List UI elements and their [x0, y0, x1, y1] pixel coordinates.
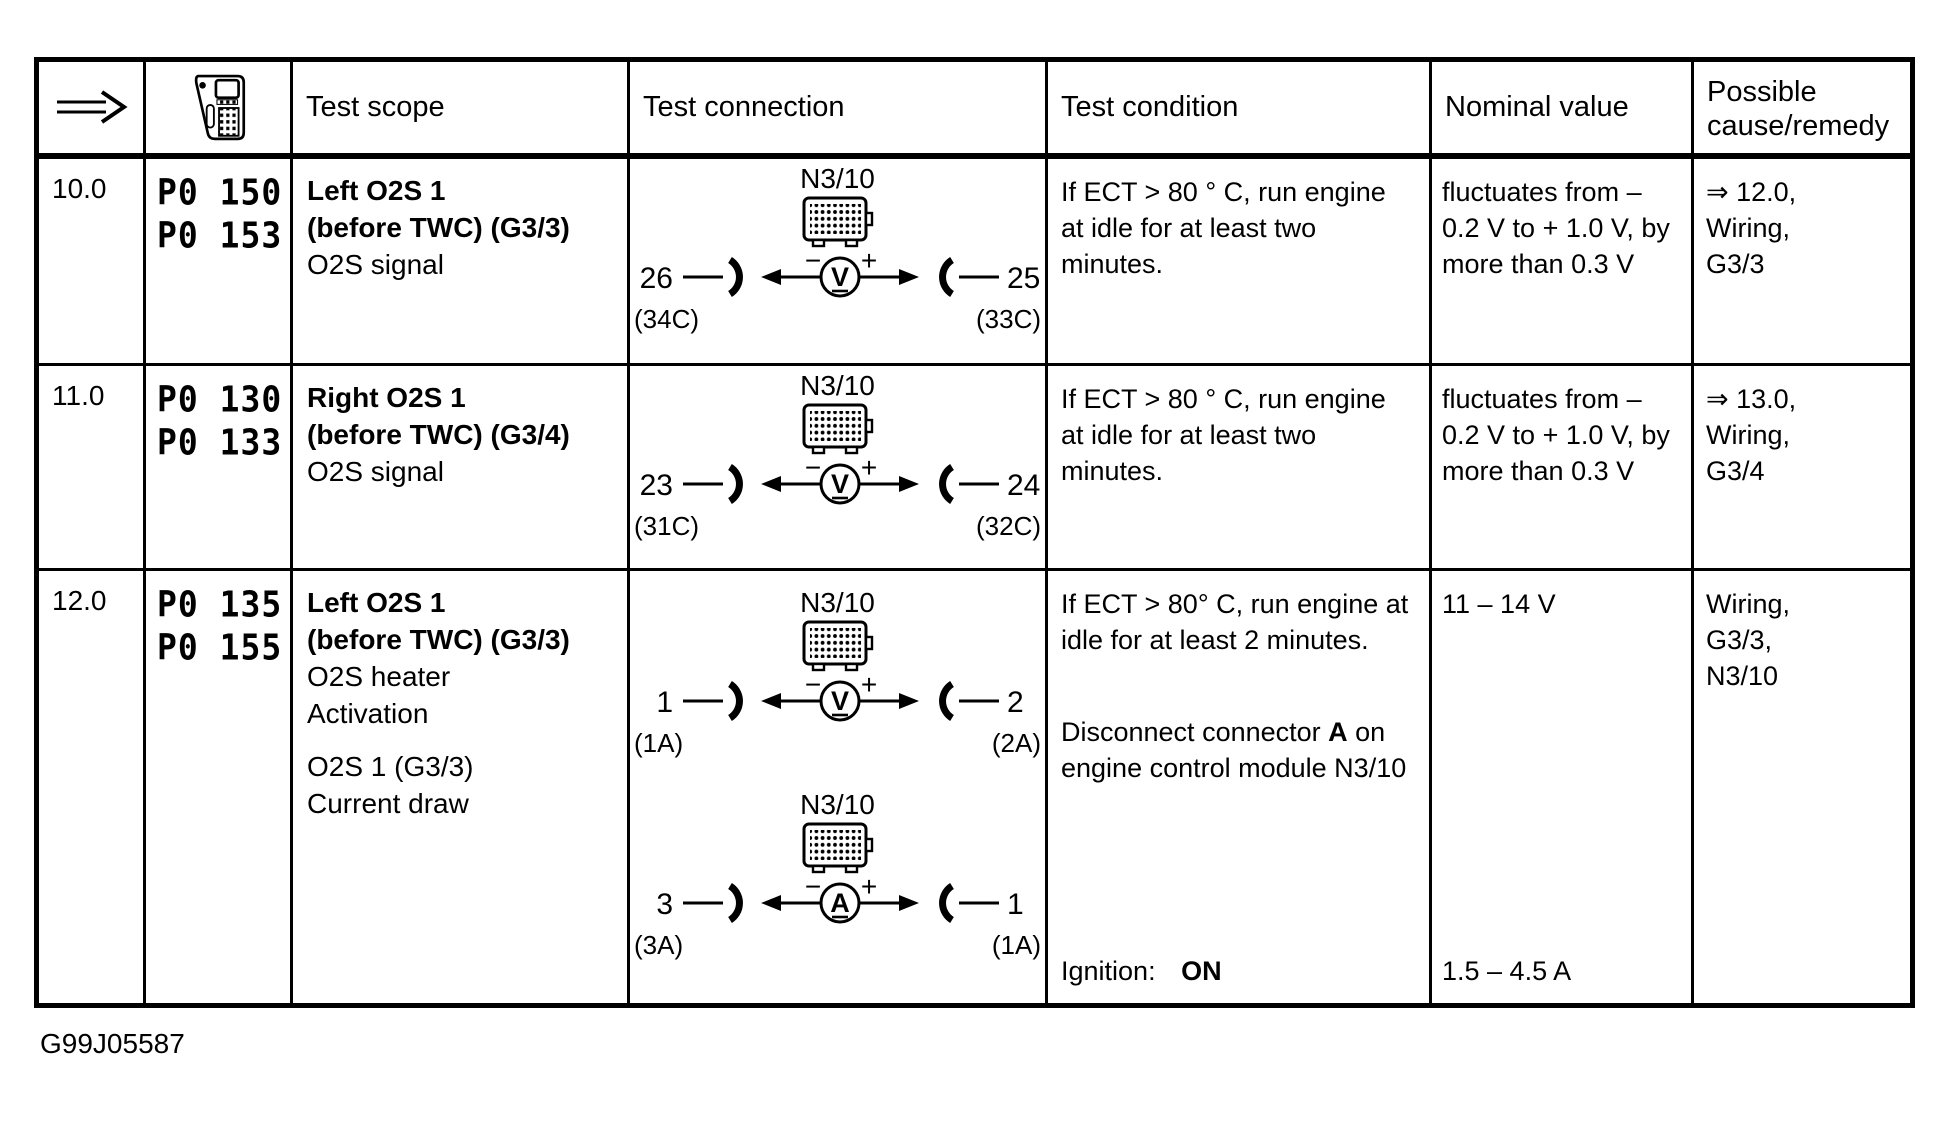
- test-scope-cell: [293, 366, 630, 571]
- header-possible-cause: [1694, 62, 1910, 159]
- step-cell: [39, 571, 146, 1003]
- voltmeter-circuit: [635, 675, 1041, 727]
- meter-letter: V: [830, 262, 849, 292]
- voltmeter-circuit: [635, 251, 1041, 303]
- pin-number-left: 23: [639, 469, 673, 502]
- step-number: 12.0: [52, 585, 107, 616]
- meter-diagram: [630, 366, 1045, 542]
- scope-line: Left O2S 1: [307, 175, 446, 206]
- scope-line: Activation: [307, 698, 429, 729]
- socket-symbol-right: [942, 886, 951, 920]
- plus-sign: +: [860, 458, 877, 483]
- socket-label-right: (1A): [991, 930, 1041, 960]
- minus-sign: −: [804, 458, 821, 483]
- dtc-code: P0 130: [157, 378, 283, 421]
- dtc-code: P0 150: [157, 171, 283, 214]
- test-condition-cell: [1048, 159, 1432, 366]
- remedy-line: G3/3,: [1706, 625, 1773, 655]
- control-module-connector-icon: [801, 821, 875, 875]
- header-dtc-column: [146, 62, 293, 159]
- socket-labels: [630, 727, 1045, 759]
- scope-line: Left O2S 1: [307, 587, 446, 618]
- diagnostic-test-table: [34, 57, 1915, 1008]
- scope-line: O2S 1 (G3/3): [307, 751, 474, 782]
- socket-labels: [630, 929, 1045, 961]
- dtc-cell: [146, 366, 293, 571]
- module-label: N3/10: [800, 370, 875, 401]
- test-connection-cell: [630, 366, 1048, 571]
- socket-labels: [630, 510, 1045, 542]
- pin-number-right: 2: [1006, 686, 1024, 719]
- scope-line: O2S signal: [307, 249, 444, 280]
- scope-line: (before TWC) (G3/4): [307, 419, 570, 450]
- double-arrow-icon: [54, 88, 128, 128]
- test-connection-cell: [630, 159, 1048, 366]
- remedy-line: G3/4: [1706, 456, 1765, 486]
- condition-text: Disconnect connector A on engine control module N3/10: [1061, 717, 1407, 783]
- possible-cause-cell: [1694, 571, 1910, 1003]
- socket-label-left: (3A): [634, 930, 684, 960]
- pin-number-left: 1: [655, 686, 673, 719]
- header-nominal-value: [1432, 62, 1694, 159]
- socket-label-right: (33C): [975, 304, 1041, 334]
- dtc-code: P0 153: [157, 214, 283, 257]
- nominal-value-cell: [1432, 366, 1694, 571]
- scope-line: Right O2S 1: [307, 382, 466, 413]
- meter-letter: A: [829, 888, 850, 918]
- manual-page: [34, 57, 1915, 1008]
- test-connection-cell: [630, 571, 1048, 1003]
- condition-text: If ECT > 80° C, run engine at idle for at least 2 minutes.: [1061, 589, 1409, 655]
- control-module-connector-icon: [801, 619, 875, 673]
- scope-line: O2S signal: [307, 456, 444, 487]
- control-module-connector-icon: [801, 402, 875, 456]
- remedy-line: ⇒ 13.0,: [1706, 384, 1797, 414]
- plus-sign: +: [860, 251, 877, 276]
- header-label: Nominal value: [1445, 91, 1629, 123]
- socket-symbol-left: [730, 467, 739, 501]
- plus-sign: +: [860, 877, 877, 902]
- remedy-line: G3/3: [1706, 249, 1765, 279]
- header-label: Test scope: [306, 91, 445, 123]
- step-number: 10.0: [52, 173, 107, 204]
- condition-text: If ECT > 80 ° C, run engine at idle for at least two minutes.: [1061, 384, 1386, 486]
- pin-number-right: 24: [1006, 469, 1040, 502]
- header-label: Test condition: [1061, 91, 1239, 123]
- step-cell: [39, 159, 146, 366]
- header-test-condition: [1048, 62, 1432, 159]
- pin-number-right: 1: [1006, 888, 1024, 921]
- socket-symbol-left: [730, 886, 739, 920]
- test-scope-cell: [293, 571, 630, 1003]
- header-test-connection: [630, 62, 1048, 159]
- test-condition-cell: [1048, 366, 1432, 571]
- socket-label-left: (31C): [634, 511, 700, 541]
- dtc-cell: [146, 571, 293, 1003]
- diagnostic-tester-icon: [188, 73, 248, 143]
- meter-diagram: [630, 583, 1045, 759]
- header-label: Test connection: [643, 91, 845, 123]
- nominal-text: fluctuates from – 0.2 V to + 1.0 V, by more than 0.3 V: [1442, 177, 1670, 279]
- scope-line: O2S heater: [307, 661, 451, 692]
- socket-symbol-right: [942, 684, 951, 718]
- control-module-connector-icon: [801, 195, 875, 249]
- module-label: N3/10: [800, 789, 875, 820]
- plus-sign: +: [860, 675, 877, 700]
- minus-sign: −: [804, 877, 821, 902]
- socket-symbol-left: [730, 684, 739, 718]
- pin-number-right: 25: [1006, 262, 1040, 295]
- nominal-text: fluctuates from – 0.2 V to + 1.0 V, by more than 0.3 V: [1442, 384, 1670, 486]
- remedy-line: ⇒ 12.0,: [1706, 177, 1797, 207]
- socket-label-right: (32C): [975, 511, 1041, 541]
- minus-sign: −: [804, 675, 821, 700]
- voltmeter-circuit: [635, 458, 1041, 510]
- ignition-condition: Ignition: ON: [1061, 956, 1222, 986]
- dtc-code: P0 135: [157, 583, 283, 626]
- meter-diagram: [630, 785, 1045, 961]
- pin-number-left: 3: [655, 888, 673, 921]
- meter-diagram: [630, 159, 1045, 335]
- nominal-value-cell: [1432, 571, 1694, 1003]
- test-condition-cell: [1048, 571, 1432, 1003]
- dtc-cell: [146, 159, 293, 366]
- remedy-line: Wiring,: [1706, 589, 1791, 619]
- dtc-code: P0 155: [157, 626, 283, 669]
- condition-text: If ECT > 80 ° C, run engine at idle for at least two minutes.: [1061, 177, 1386, 279]
- ammeter-circuit: [635, 877, 1041, 929]
- nominal-text: 11 – 14 V: [1442, 589, 1556, 619]
- pin-number-left: 26: [639, 262, 673, 295]
- header-step-column: [39, 62, 146, 159]
- meter-letter: V: [830, 686, 849, 716]
- scope-line: Current draw: [307, 788, 469, 819]
- module-label: N3/10: [800, 163, 875, 194]
- nominal-text: 1.5 – 4.5 A: [1442, 956, 1572, 986]
- socket-labels: [630, 303, 1045, 335]
- meter-letter: V: [830, 469, 849, 499]
- minus-sign: −: [804, 251, 821, 276]
- remedy-line: N3/10: [1706, 661, 1779, 691]
- possible-cause-cell: [1694, 159, 1910, 366]
- possible-cause-cell: [1694, 366, 1910, 571]
- scope-line: (before TWC) (G3/3): [307, 624, 570, 655]
- socket-label-left: (34C): [634, 304, 700, 334]
- socket-label-left: (1A): [634, 728, 684, 758]
- remedy-line: Wiring,: [1706, 213, 1791, 243]
- socket-label-right: (2A): [991, 728, 1041, 758]
- test-scope-cell: [293, 159, 630, 366]
- socket-symbol-right: [942, 467, 951, 501]
- figure-id: G99J05587: [40, 1028, 185, 1059]
- remedy-line: Wiring,: [1706, 420, 1791, 450]
- module-label: N3/10: [800, 587, 875, 618]
- nominal-value-cell: [1432, 159, 1694, 366]
- ignition-state: ON: [1181, 956, 1222, 986]
- dtc-code: P0 133: [157, 421, 283, 464]
- connector-letter: A: [1328, 717, 1348, 747]
- scope-line: (before TWC) (G3/3): [307, 212, 570, 243]
- step-number: 11.0: [52, 380, 105, 411]
- step-cell: [39, 366, 146, 571]
- socket-symbol-left: [730, 260, 739, 294]
- socket-symbol-right: [942, 260, 951, 294]
- header-test-scope: [293, 62, 630, 159]
- header-label: Possible cause/remedy: [1707, 75, 1890, 142]
